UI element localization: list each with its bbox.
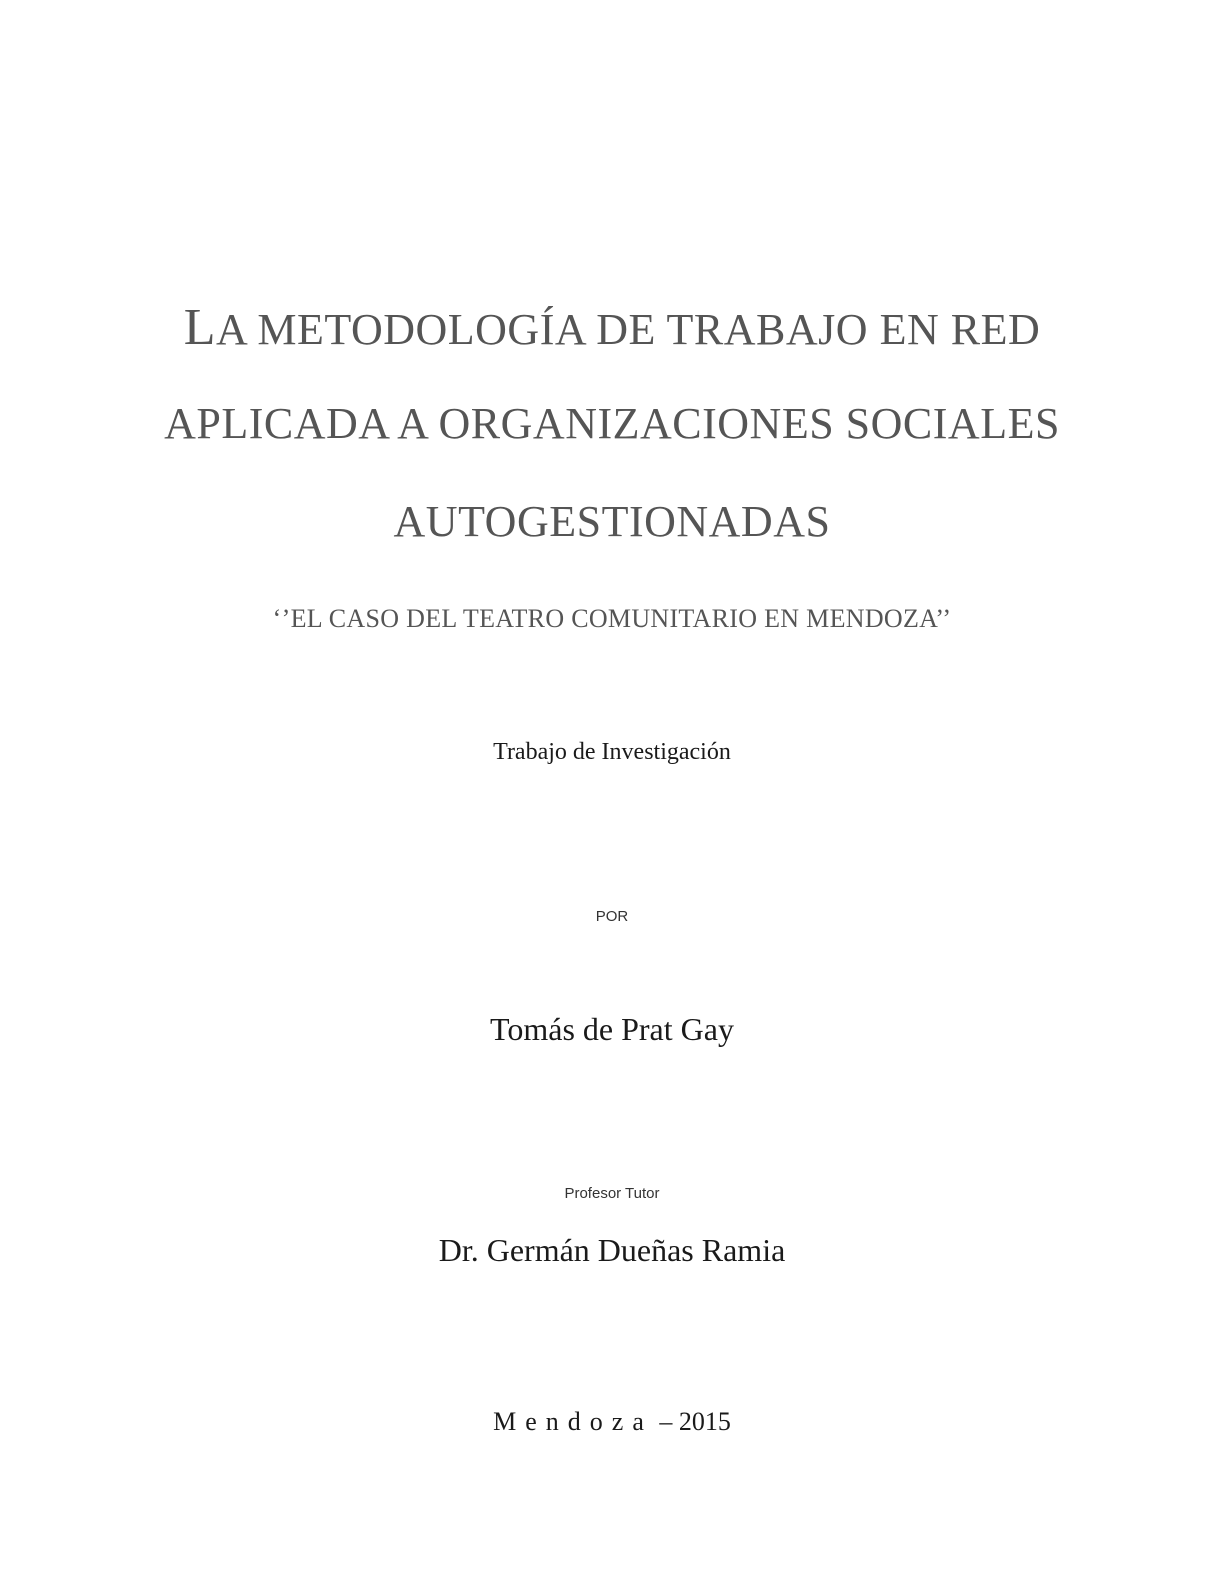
place: Mendoza [493,1407,653,1436]
by-label: POR [595,908,629,925]
year: 2015 [678,1407,731,1436]
place-year-separator: – [652,1407,679,1436]
place-year [0,1407,1224,1437]
tutor-name: Dr. Germán Dueñas Ramia [438,1232,786,1268]
tutor-label: Profesor Tutor [564,1185,660,1202]
title-line-2: APLICADA A ORGANIZACIONES SOCIALES [164,399,1060,448]
title-line-1-text: A METODOLOGÍA DE TRABAJO EN RED [216,305,1041,354]
work-type: Trabajo de Investigación [493,739,731,765]
author-name: Tomás de Prat Gay [490,1011,734,1047]
title-initial: L [183,299,217,356]
title-line-3: AUTOGESTIONADAS [393,497,831,546]
title-line-1 [0,298,1224,357]
subtitle: ‘’EL CASO DEL TEATRO COMUNITARIO EN MENDOZA’’ [272,604,952,633]
